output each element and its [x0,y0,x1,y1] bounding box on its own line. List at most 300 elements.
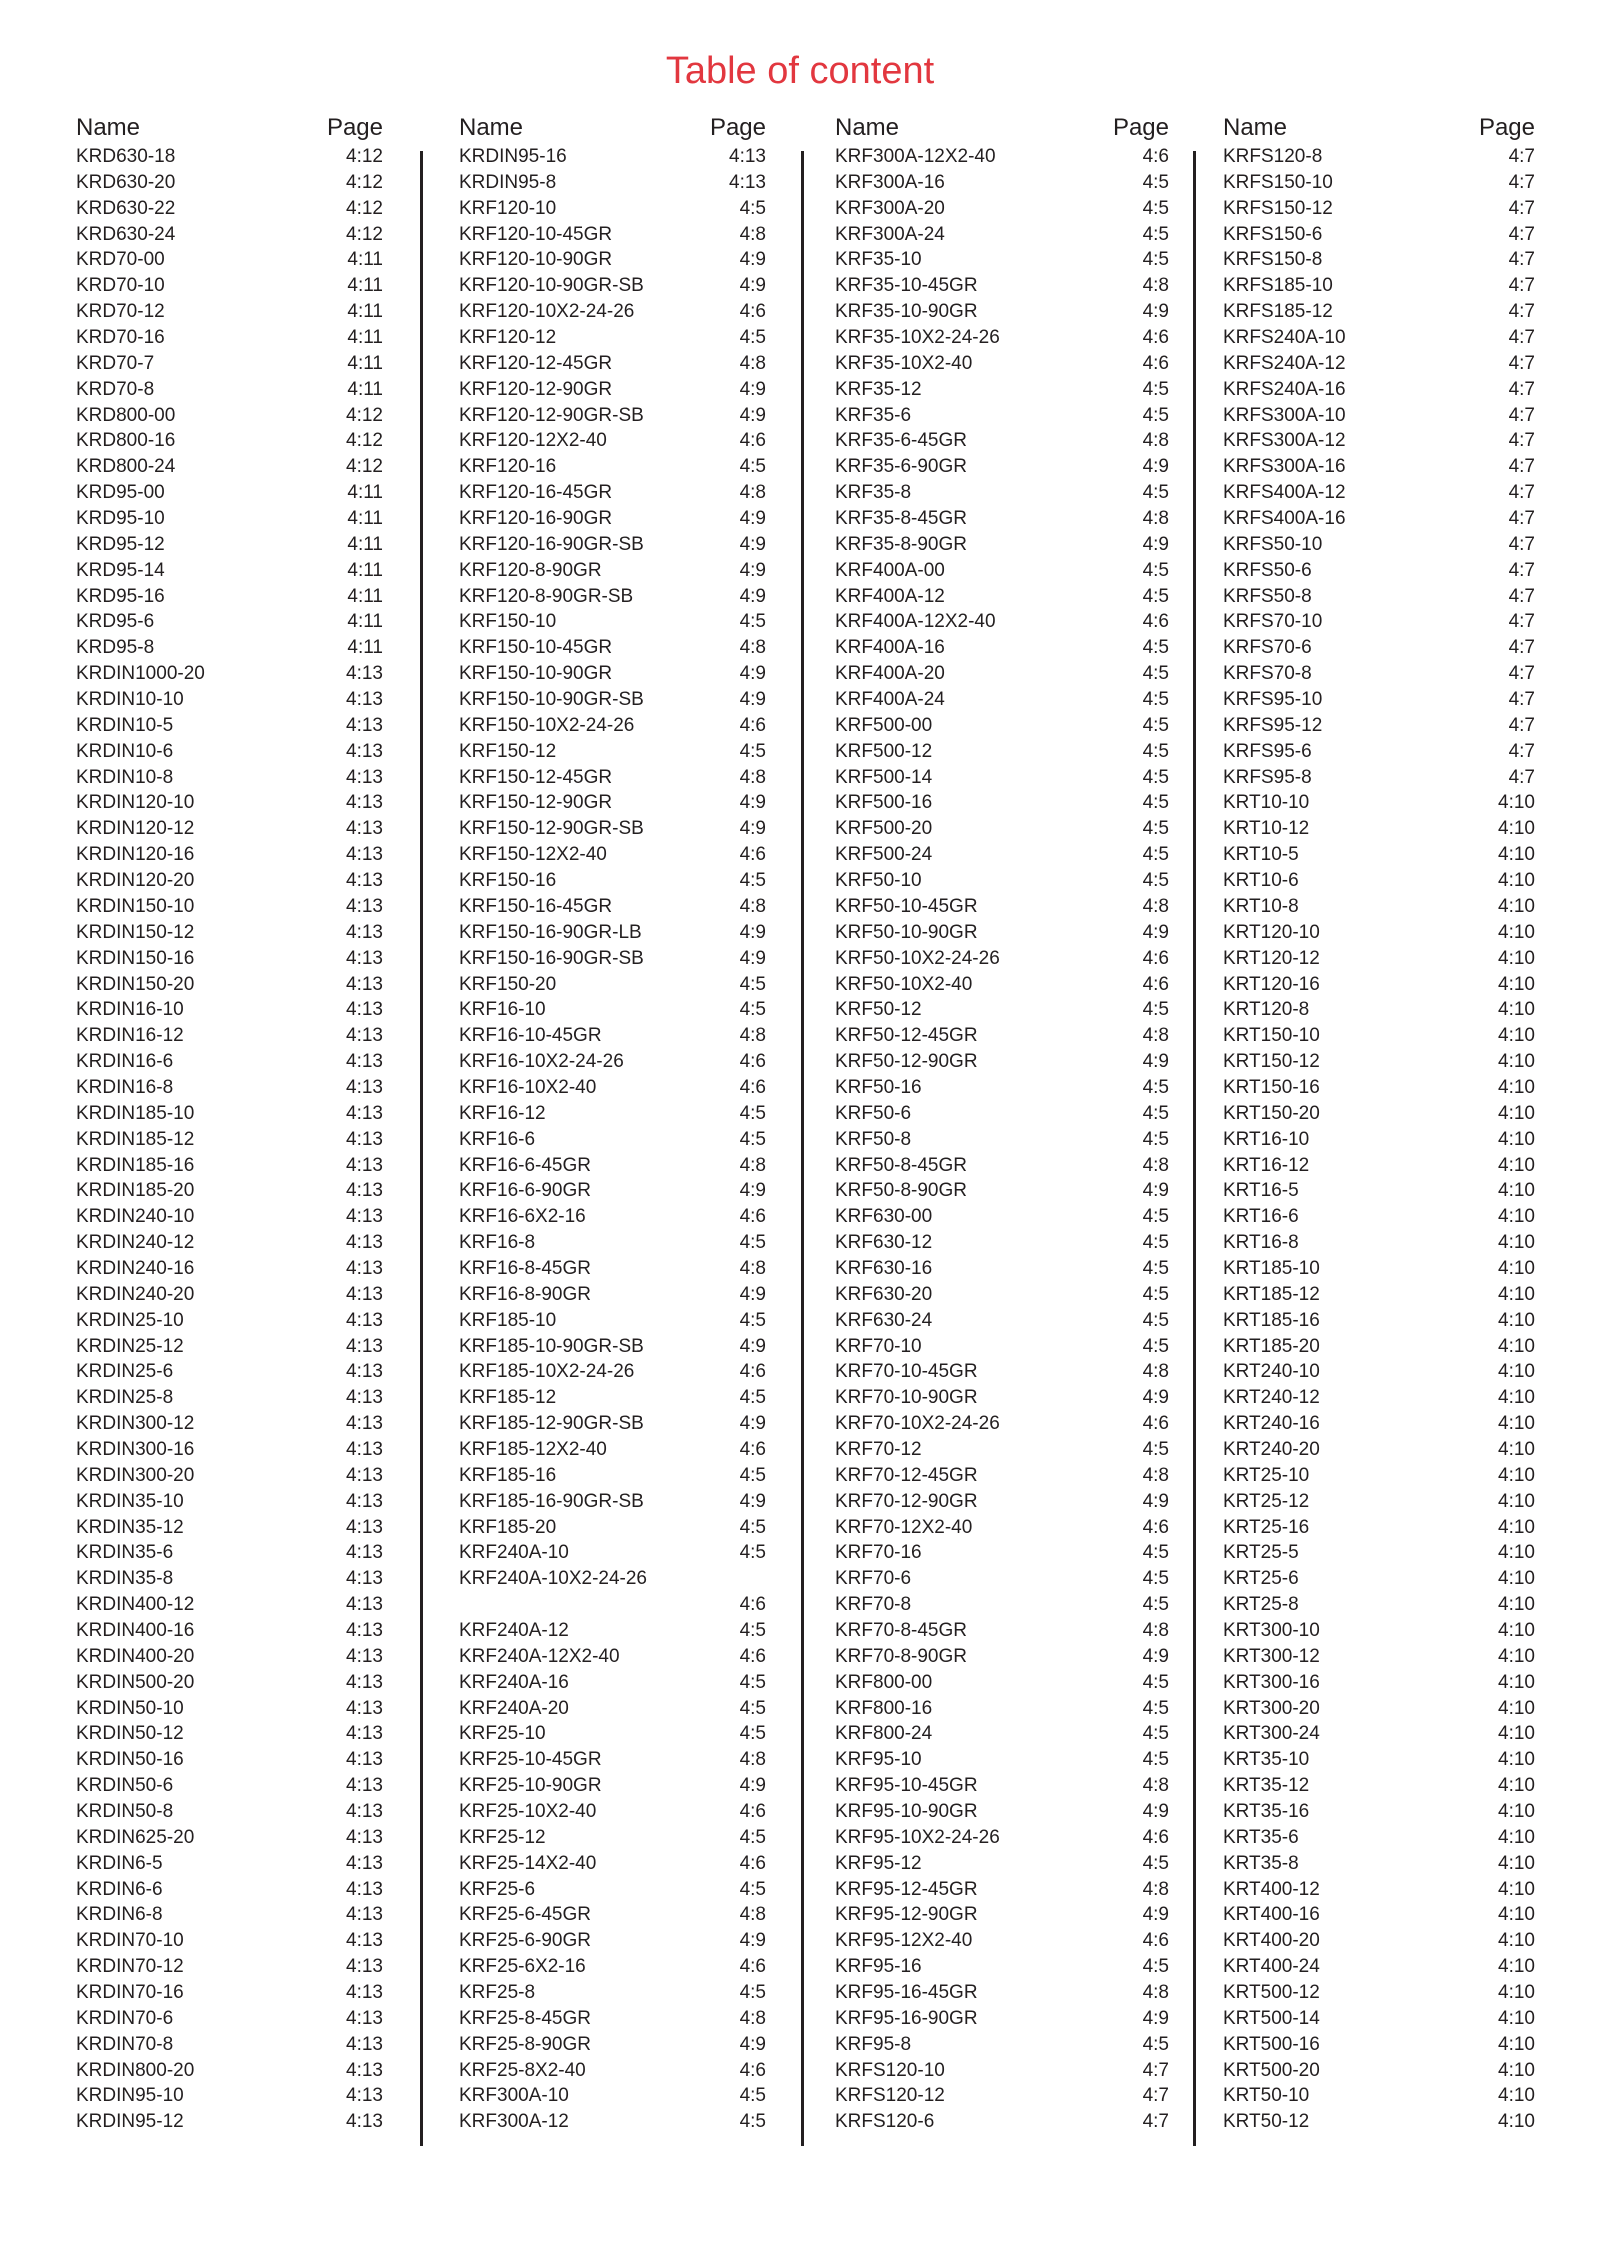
entry-page: 4:6 [739,1594,766,1616]
entry-page: 4:6 [1142,146,1169,167]
entry-page: 4:5 [739,1723,766,1745]
toc-entry [459,1489,766,1515]
entry-name: KRF185-16 [459,1464,557,1486]
entry-page: 4:13 [346,1180,383,1202]
entry-name: KRF50-10-90GR [835,921,978,943]
entry-page: 4:6 [739,1438,766,1460]
entry-page: 4:9 [739,1930,766,1952]
entry-name: KRF630-16 [835,1257,933,1279]
entry-name: KRF70-10-90GR [835,1387,978,1409]
toc-entry [1223,894,1535,920]
entry-name: KRF120-10-45GR [459,223,613,245]
toc-entry [1223,273,1535,299]
toc-entry [1223,1075,1535,1101]
toc-entry [76,842,383,868]
toc-entry [459,1877,766,1903]
entry-name: KRFS400A-12 [1223,482,1346,504]
entry-page: 4:13 [729,146,766,167]
entry-page: 4:11 [347,611,383,633]
toc-entry [459,2006,766,2032]
toc-entry [76,1204,383,1230]
toc-entry [76,1799,383,1825]
entry-name: KRF35-12 [835,378,922,400]
entry-name: KRF300A-16 [835,171,945,193]
entry-name: KRFS240A-12 [1223,352,1346,374]
entry-page: 4:5 [1142,1335,1169,1357]
toc-entry [835,2006,1169,2032]
entry-page: 4:13 [346,1749,383,1771]
toc-list [1223,144,1535,2135]
entry-page: 4:10 [1498,1361,1535,1383]
entry-name: KRT10-8 [1223,895,1299,917]
entry-name: KRF240A-12 [459,1619,569,1641]
entry-page: 4:10 [1498,2111,1535,2133]
entry-name: KRF50-10X2-40 [835,973,973,995]
entry-page: 4:6 [739,1645,766,1667]
entry-name: KRDIN150-16 [76,947,195,969]
entry-name: KRF16-8-45GR [459,1257,591,1279]
toc-entry [459,532,766,558]
entry-name: KRF630-24 [835,1309,933,1331]
entry-name: KRDIN16-6 [76,1051,174,1073]
entry-name: KRF95-12-45GR [835,1878,978,1900]
entry-page: 4:13 [346,1542,383,1564]
toc-entry [1223,1204,1535,1230]
toc-entry [835,532,1169,558]
entry-name: KRT25-16 [1223,1516,1310,1538]
entry-name: KRDIN95-12 [76,2111,184,2133]
toc-entry [835,1463,1169,1489]
entry-page: 4:13 [346,973,383,995]
entry-page: 4:11 [347,559,383,581]
entry-page: 4:9 [739,1490,766,1512]
toc-entry [76,1928,383,1954]
entry-name: KRFS50-6 [1223,559,1312,581]
toc-entry [835,1540,1169,1566]
entry-name: KRF150-12 [459,740,557,762]
entry-page: 4:9 [1142,1051,1169,1073]
toc-entry [835,1670,1169,1696]
entry-page: 4:13 [346,1878,383,1900]
entry-page: 4:12 [346,404,383,426]
toc-entry [76,584,383,610]
toc-entry [76,558,383,584]
entry-name: KRF70-10 [835,1335,922,1357]
toc-entry [835,1411,1169,1437]
toc-entry [835,273,1169,299]
toc-entry [76,1696,383,1722]
entry-name: KRF16-12 [459,1102,546,1124]
name-header: Name [459,114,524,141]
toc-entry [76,1954,383,1980]
entry-name: KRDIN50-10 [76,1697,184,1719]
entry-page: 4:10 [1498,1516,1535,1538]
entry-name: KRD70-7 [76,352,155,374]
toc-entry [459,1773,766,1799]
entry-page: 4:13 [346,2007,383,2029]
entry-page: 4:13 [346,1128,383,1150]
toc-entry [1223,1411,1535,1437]
entry-name: KRT16-8 [1223,1232,1299,1254]
entry-name: KRF35-10X2-40 [835,352,973,374]
entry-name: KRT300-10 [1223,1619,1320,1641]
entry-name: KRT185-10 [1223,1257,1320,1279]
toc-entry [459,1411,766,1437]
entry-page: 4:10 [1498,1749,1535,1771]
toc-entry [1223,790,1535,816]
toc-list [835,144,1169,2135]
entry-page: 4:13 [729,171,766,193]
toc-entry [1223,1851,1535,1877]
toc-entry [459,920,766,946]
entry-page: 4:11 [347,533,383,555]
toc-entry [835,1437,1169,1463]
entry-page: 4:13 [346,1102,383,1124]
entry-name: KRF35-6-90GR [835,456,967,478]
column-divider [420,151,423,2146]
toc-entry [459,790,766,816]
entry-name: KRF95-10-90GR [835,1801,978,1822]
toc-entry [1223,1747,1535,1773]
toc-entry [76,894,383,920]
entry-name: KRF50-10 [835,870,922,892]
entry-name: KRT300-20 [1223,1697,1320,1719]
entry-name: KRF150-16-90GR-SB [459,947,644,969]
entry-page: 4:10 [1498,1982,1535,2004]
entry-page: 4:5 [739,197,766,219]
entry-page: 4:10 [1498,1206,1535,1228]
toc-entry [459,480,766,506]
entry-page: 4:5 [1142,249,1169,271]
toc-entry [835,1980,1169,2006]
entry-name: KRF150-10-90GR [459,663,613,685]
toc-entry [1223,842,1535,868]
entry-name: KRT35-10 [1223,1749,1310,1771]
entry-page: 4:13 [346,1154,383,1176]
toc-entry [835,2109,1169,2135]
entry-name: KRF95-16-45GR [835,1982,978,2004]
toc-entry [76,1825,383,1851]
toc-entry [459,1437,766,1463]
entry-name: KRD800-24 [76,456,176,478]
toc-entry [835,1230,1169,1256]
page-title: Table of content [665,50,935,92]
entry-page: 4:8 [739,223,766,245]
entry-page: 4:13 [346,2085,383,2107]
toc-entry [459,1049,766,1075]
toc-entry [835,1153,1169,1179]
entry-page: 4:13 [346,818,383,840]
toc-entry [76,1359,383,1385]
entry-name: KRDIN120-20 [76,870,195,892]
entry-page: 4:10 [1498,2033,1535,2055]
entry-page: 4:8 [739,1257,766,1279]
entry-page: 4:7 [1508,430,1535,452]
entry-name: KRDIN185-12 [76,1128,195,1150]
entry-page: 4:9 [1142,533,1169,555]
entry-page: 4:13 [346,1387,383,1409]
entry-page: 4:13 [346,1619,383,1641]
entry-page: 4:10 [1498,999,1535,1021]
entry-page: 4:7 [1508,585,1535,607]
entry-name: KRFS120-12 [835,2085,945,2107]
toc-entry [459,1127,766,1153]
entry-page: 4:13 [346,2033,383,2055]
toc-entry [76,739,383,765]
toc-entry [835,1334,1169,1360]
entry-name: KRT10-5 [1223,844,1299,866]
toc-entry [835,687,1169,713]
toc-entry [459,196,766,222]
entry-name: KRF150-12X2-40 [459,844,607,866]
toc-entry [835,480,1169,506]
entry-name: KRFS150-8 [1223,249,1323,271]
entry-page: 4:9 [1142,1180,1169,1202]
entry-page: 4:5 [1142,1128,1169,1150]
toc-entry [76,1773,383,1799]
toc-entry [76,1023,383,1049]
entry-name: KRDIN50-8 [76,1801,174,1822]
toc-column-1 [76,110,383,2135]
entry-name: KRF35-6 [835,404,912,426]
entry-page: 4:12 [346,223,383,245]
toc-entry [459,1075,766,1101]
toc-entry [76,273,383,299]
entry-page: 4:12 [346,456,383,478]
entry-page: 4:5 [739,1878,766,1900]
toc-entry [76,1540,383,1566]
toc-entry [459,739,766,765]
entry-page: 4:10 [1498,1076,1535,1098]
entry-name: KRFS185-10 [1223,275,1333,297]
entry-name: KRF300A-10 [459,2085,569,2107]
entry-name: KRF150-16-90GR-LB [459,921,642,943]
toc-entry [76,454,383,480]
entry-name: KRF240A-12X2-40 [459,1645,620,1667]
entry-name: KRDIN500-20 [76,1671,195,1693]
entry-name: KRF150-10X2-24-26 [459,714,635,736]
entry-name: KRT150-20 [1223,1102,1320,1124]
toc-entry [459,1385,766,1411]
entry-page: 4:5 [1142,637,1169,659]
name-header: Name [1223,114,1288,141]
entry-name: KRF150-10-90GR-SB [459,689,644,711]
entry-page: 4:11 [347,327,383,349]
entry-name: KRF500-14 [835,766,933,788]
entry-page: 4:10 [1498,1490,1535,1512]
entry-name: KRF120-12-90GR [459,378,613,400]
toc-entry [76,1592,383,1618]
entry-page: 4:9 [1142,2007,1169,2029]
entry-name: KRT300-24 [1223,1723,1320,1745]
entry-page: 4:9 [739,792,766,814]
entry-page: 4:10 [1498,973,1535,995]
toc-entry [459,687,766,713]
entry-page: 4:10 [1498,1904,1535,1926]
entry-name: KRT500-16 [1223,2033,1320,2055]
entry-name: KRF25-8-45GR [459,2007,591,2029]
toc-entry [835,946,1169,972]
toc-entry [1223,299,1535,325]
entry-name: KRF70-6 [835,1568,912,1590]
entry-page: 4:6 [739,1852,766,1874]
toc-entry [459,403,766,429]
entry-page: 4:6 [739,1361,766,1383]
entry-page: 4:8 [739,1749,766,1771]
entry-name: KRF800-24 [835,1723,933,1745]
toc-entry [1223,1980,1535,2006]
entry-page: 4:6 [1142,947,1169,969]
entry-name: KRF25-10-90GR [459,1775,602,1797]
entry-name: KRDIN400-16 [76,1619,195,1641]
entry-page: 4:10 [1498,1956,1535,1978]
toc-entry [76,170,383,196]
toc-entry [459,1230,766,1256]
entry-name: KRDIN300-20 [76,1464,195,1486]
toc-entry [459,816,766,842]
entry-page: 4:9 [739,2033,766,2055]
toc-entry [1223,1618,1535,1644]
toc-entry [835,1825,1169,1851]
entry-name: KRT120-12 [1223,947,1320,969]
entry-name: KRF120-16-90GR-SB [459,533,644,555]
entry-name: KRT500-12 [1223,1982,1320,2004]
entry-page: 4:7 [1508,637,1535,659]
toc-entry [459,1721,766,1747]
entry-page: 4:7 [1508,301,1535,323]
entry-name: KRF185-12-90GR-SB [459,1413,644,1435]
entry-name: KRDIN400-12 [76,1594,195,1616]
entry-page: 4:6 [739,1051,766,1073]
entry-page: 4:5 [739,973,766,995]
toc-entry [835,790,1169,816]
entry-name: KRF25-8 [459,1982,536,2004]
toc-entry [835,1902,1169,1928]
toc-entry [459,1592,766,1618]
entry-name: KRF185-12X2-40 [459,1438,607,1460]
toc-entry [459,325,766,351]
entry-name: KRFS70-8 [1223,663,1312,685]
entry-name: KRF500-12 [835,740,933,762]
entry-page: 4:5 [1142,223,1169,245]
entry-name: KRF25-14X2-40 [459,1852,597,1874]
entry-name: KRF240A-16 [459,1671,569,1693]
entry-page: 4:10 [1498,1283,1535,1305]
toc-entry [459,1540,766,1566]
entry-name: KRT25-8 [1223,1594,1299,1616]
toc-entry [76,144,383,170]
toc-entry [76,868,383,894]
toc-entry [459,635,766,661]
entry-page: 4:5 [739,2111,766,2133]
entry-name: KRD70-8 [76,378,155,400]
entry-name: KRFS50-10 [1223,533,1323,555]
toc-entry [835,1696,1169,1722]
toc-entry [76,946,383,972]
toc-entry [835,609,1169,635]
toc-entry [1223,635,1535,661]
entry-name: KRT300-12 [1223,1645,1320,1667]
entry-page: 4:7 [1508,611,1535,633]
entry-name: KRF95-10X2-24-26 [835,1826,1000,1848]
entry-name: KRD630-20 [76,171,176,193]
entry-page: 4:9 [739,1335,766,1357]
entry-name: KRF500-20 [835,818,933,840]
entry-page: 4:10 [1498,2059,1535,2081]
entry-name: KRDIN625-20 [76,1826,195,1848]
entry-name: KRF16-10X2-24-26 [459,1051,624,1073]
entry-name: KRF95-12 [835,1852,922,1874]
toc-entry [835,584,1169,610]
entry-page: 4:8 [1142,1982,1169,2004]
toc-entry [835,1178,1169,1204]
toc-entry [1223,351,1535,377]
toc-entry [459,2109,766,2135]
toc-entry [1223,661,1535,687]
entry-name: KRDIN400-20 [76,1645,195,1667]
entry-page: 4:11 [347,637,383,659]
entry-name: KRF400A-16 [835,637,945,659]
entry-page: 4:5 [739,1516,766,1538]
toc-entry [459,2032,766,2058]
toc-entry [459,1023,766,1049]
toc-entry [835,1644,1169,1670]
entry-name: KRF70-10X2-24-26 [835,1413,1000,1435]
column-divider [801,151,804,2146]
entry-name: KRDIN10-5 [76,714,174,736]
entry-page: 4:13 [346,1051,383,1073]
toc-entry [835,1799,1169,1825]
entry-page: 4:10 [1498,1051,1535,1073]
toc-entry [835,894,1169,920]
entry-name: KRDIN70-6 [76,2007,174,2029]
toc-entry [1223,1877,1535,1903]
entry-name: KRF185-12 [459,1387,557,1409]
toc-entry [76,1902,383,1928]
toc-entry [835,2058,1169,2084]
entry-name: KRF35-6-45GR [835,430,967,452]
toc-entry [835,428,1169,454]
toc-entry [76,1566,383,1592]
entry-page: 4:10 [1498,870,1535,892]
entry-page: 4:5 [1142,1206,1169,1228]
entry-name: KRFS95-8 [1223,766,1312,788]
entry-page: 4:5 [1142,870,1169,892]
entry-page: 4:5 [739,1697,766,1719]
entry-page: 4:9 [739,378,766,400]
toc-entry [835,2083,1169,2109]
entry-name: KRF50-16 [835,1076,922,1098]
entry-page: 4:7 [1508,223,1535,245]
toc-entry [1223,1437,1535,1463]
entry-page: 4:8 [739,637,766,659]
entry-page: 4:10 [1498,1154,1535,1176]
toc-entry [1223,1385,1535,1411]
entry-name: KRDIN25-6 [76,1361,174,1383]
toc-entry [76,1385,383,1411]
entry-name: KRF35-10X2-24-26 [835,327,1000,349]
entry-name: KRDIN16-12 [76,1025,184,1047]
toc-entry [76,377,383,403]
entry-page: 4:13 [346,1438,383,1460]
entry-page: 4:13 [346,1956,383,1978]
entry-page: 4:8 [739,352,766,374]
toc-entry [1223,196,1535,222]
entry-page: 4:5 [1142,1956,1169,1978]
toc-entry [835,506,1169,532]
entry-page: 4:9 [1142,456,1169,478]
toc-entry [1223,1049,1535,1075]
